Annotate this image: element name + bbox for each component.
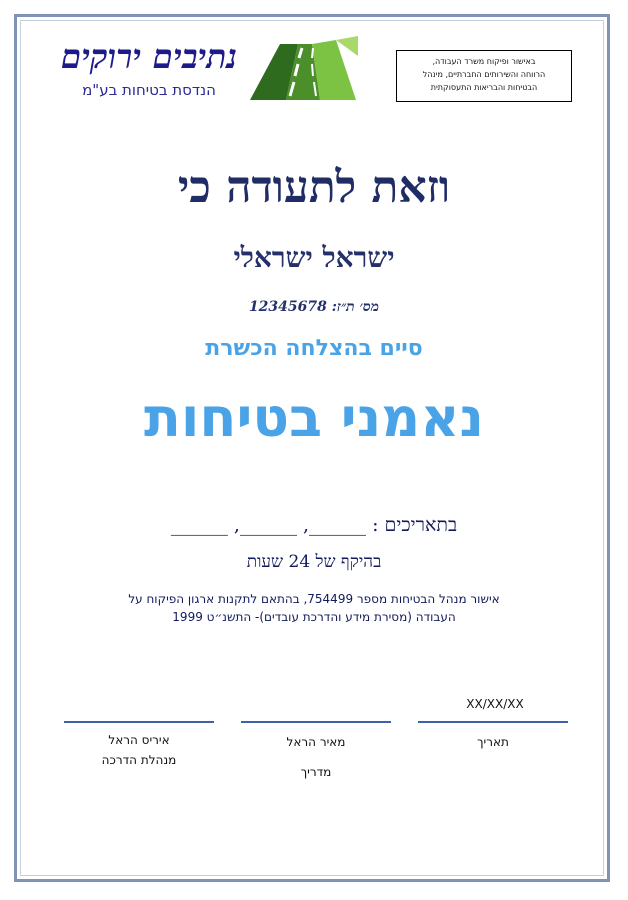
approval-box-line3: הבטיחות והבריאות התעסוקתית [430, 83, 538, 92]
date-label: תאריך [477, 735, 509, 749]
approval-box-line2: הרווחה והשירותים החברתיים, מינהל [422, 70, 546, 79]
logo-name: נתיבים ירוקים [60, 37, 238, 76]
course-hours: בהיקף של 24 שעות [246, 552, 382, 572]
approval-line2: העבודה (מסירת מידע והדרכת עובדים)- התשנ״ט 1999 [172, 610, 456, 624]
recipient-name: ישראל ישראלי [233, 241, 395, 274]
course-dates: בתאריכים : ______, ______, ______ [170, 514, 458, 536]
approval-line1: אישור מנהל הבטיחות מספר 754499, בהתאם לתקנות ארגון הפיקוח על [128, 592, 500, 606]
recipient-id: מס׳ ת״ז: 12345678 [248, 299, 380, 315]
instructor-signature-line [241, 721, 391, 723]
date-signature-line [418, 721, 568, 723]
manager-name: איריס הראל [108, 733, 170, 747]
course-name: נאמני בטיחות [143, 386, 485, 449]
manager-role: מנהלת הדרכה [101, 753, 177, 767]
instructor-role: מדריך [300, 765, 332, 779]
instructor-name: מאיר הראל [286, 735, 346, 749]
approval-box-line1: באישור ופיקוח משרד העבודה, [432, 57, 536, 66]
manager-signature-line [64, 721, 214, 723]
company-logo [54, 36, 360, 106]
ministry-approval-box [396, 50, 572, 102]
road-icon [246, 36, 358, 102]
certificate-title: וזאת לתעודה כי [177, 162, 451, 213]
logo-subtitle: הנדסת בטיחות בע"מ [82, 81, 216, 99]
completed-text: סיים בהצלחה הכשרת [205, 336, 423, 361]
safety-manager-approval [0, 590, 628, 626]
signature-date-value: XX/XX/XX [466, 697, 524, 711]
